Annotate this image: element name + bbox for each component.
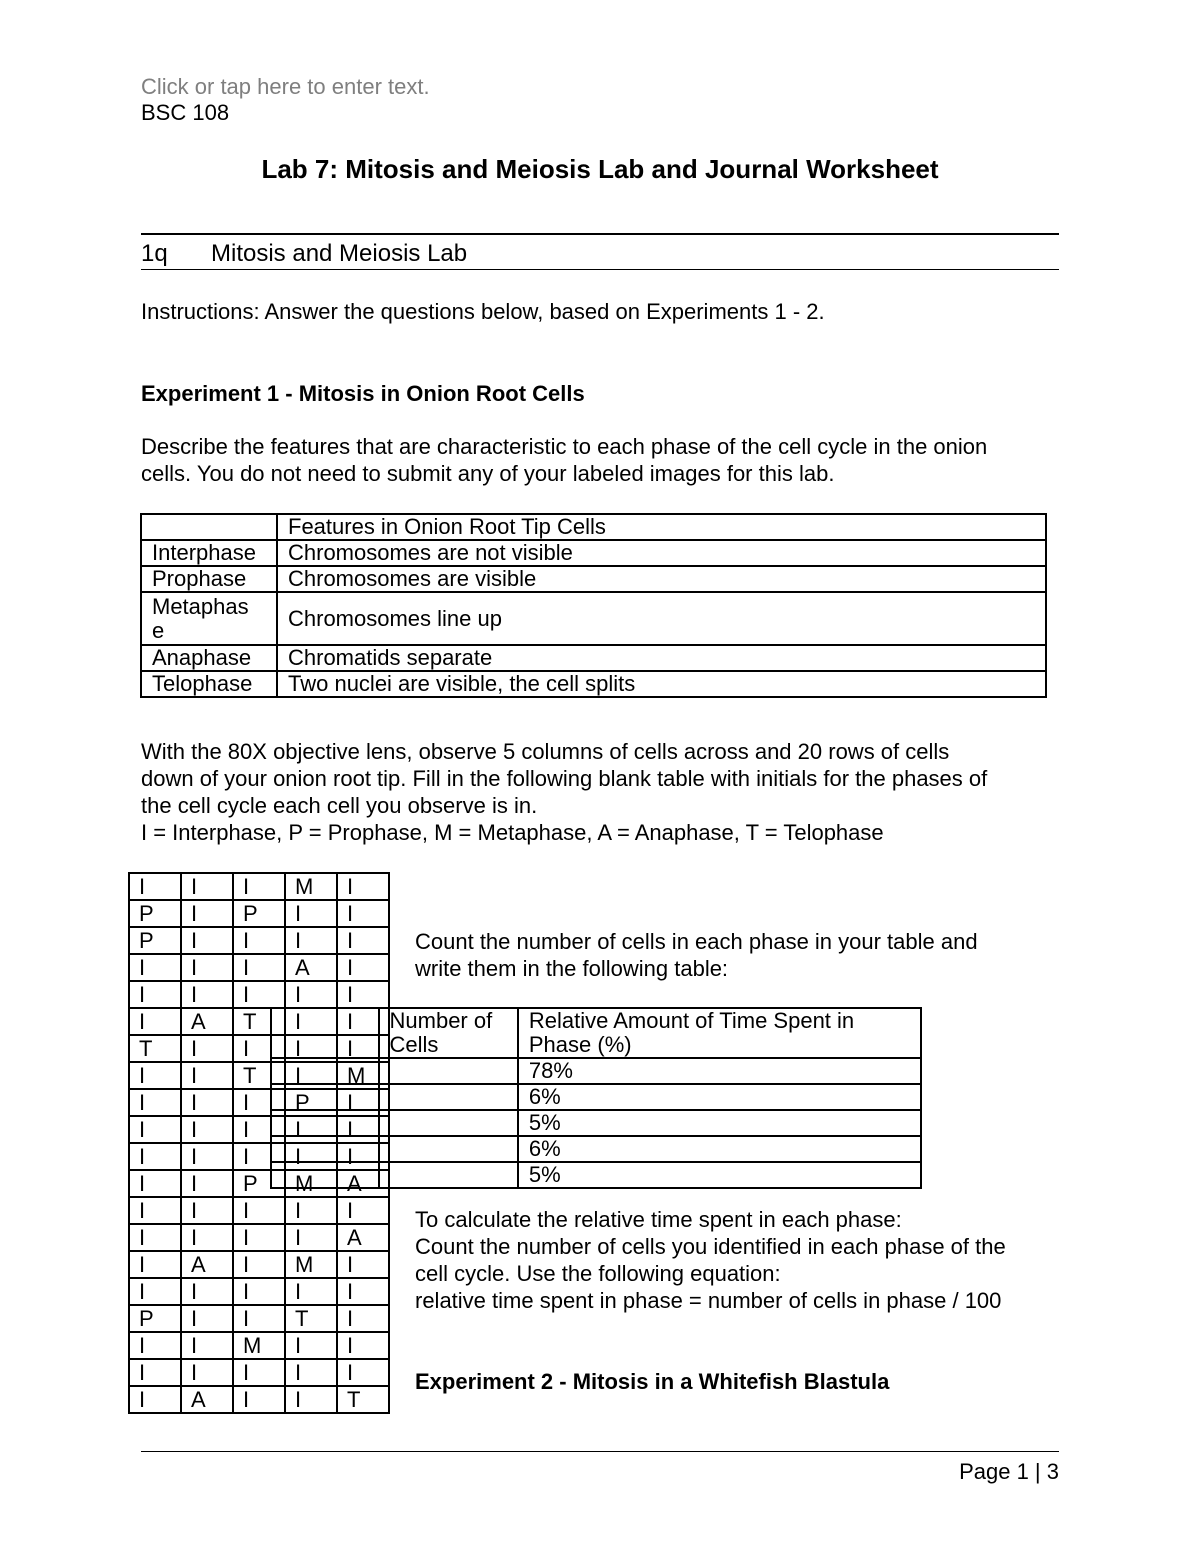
grid-cell[interactable]: M bbox=[285, 873, 337, 900]
grid-cell[interactable]: I bbox=[233, 1224, 285, 1251]
grid-cell[interactable]: T bbox=[337, 1386, 389, 1413]
grid-cell[interactable]: I bbox=[233, 1089, 285, 1116]
grid-row bbox=[129, 1251, 389, 1278]
grid-cell[interactable]: I bbox=[285, 1278, 337, 1305]
grid-cell[interactable]: I bbox=[233, 1386, 285, 1413]
grid-cell[interactable]: I bbox=[337, 1008, 389, 1035]
grid-cell[interactable]: I bbox=[337, 1251, 389, 1278]
table-row bbox=[271, 1162, 921, 1188]
grid-cell[interactable]: I bbox=[337, 873, 389, 900]
phase-name-line: e bbox=[152, 617, 165, 643]
grid-cell[interactable]: I bbox=[129, 1278, 181, 1305]
grid-cell[interactable]: M bbox=[285, 1251, 337, 1278]
calc-line-3: cell cycle. Use the following equation: bbox=[415, 1261, 781, 1286]
experiment2-heading: Experiment 2 - Mitosis in a Whitefish Blastula bbox=[415, 1369, 890, 1394]
grid-cell[interactable]: I bbox=[285, 1035, 337, 1062]
grid-cell[interactable]: I bbox=[129, 981, 181, 1008]
grid-cell[interactable]: I bbox=[285, 1062, 337, 1089]
grid-cell[interactable]: I bbox=[233, 1035, 285, 1062]
grid-cell[interactable]: A bbox=[181, 1386, 233, 1413]
grid-cell[interactable]: I bbox=[285, 1008, 337, 1035]
grid-cell[interactable]: I bbox=[129, 1386, 181, 1413]
grid-cell[interactable]: I bbox=[337, 1143, 389, 1170]
count-instruction-line-1: Count the number of cells in each phase in your table and bbox=[415, 929, 978, 954]
grid-cell[interactable]: I bbox=[181, 1332, 233, 1359]
grid-cell[interactable]: A bbox=[285, 954, 337, 981]
section-top-rule bbox=[141, 233, 1059, 235]
grid-cell[interactable]: I bbox=[337, 1089, 389, 1116]
grid-cell[interactable]: I bbox=[129, 1359, 181, 1386]
grid-cell[interactable]: I bbox=[285, 1197, 337, 1224]
grid-cell[interactable]: I bbox=[285, 900, 337, 927]
calc-line-2: Count the number of cells you identified in each phase of the bbox=[415, 1234, 1006, 1259]
grid-cell[interactable]: I bbox=[337, 1359, 389, 1386]
grid-cell[interactable]: T bbox=[129, 1035, 181, 1062]
content-control-placeholder[interactable]: Click or tap here to enter text. bbox=[141, 74, 430, 99]
grid-cell[interactable]: I bbox=[337, 954, 389, 981]
grid-cell[interactable]: I bbox=[337, 927, 389, 954]
phase-cell[interactable] bbox=[271, 1058, 379, 1084]
grid-cell[interactable]: I bbox=[129, 873, 181, 900]
table-row bbox=[271, 1084, 921, 1110]
grid-cell[interactable]: I bbox=[181, 954, 233, 981]
grid-cell[interactable]: I bbox=[181, 927, 233, 954]
grid-cell[interactable]: I bbox=[285, 1224, 337, 1251]
grid-row bbox=[129, 927, 389, 954]
phase-name-cell[interactable] bbox=[141, 592, 277, 645]
grid-cell[interactable]: I bbox=[337, 1197, 389, 1224]
grid-cell[interactable]: I bbox=[129, 1008, 181, 1035]
table-row bbox=[141, 592, 1046, 645]
course-code: BSC 108 bbox=[141, 100, 230, 125]
cell-count-cell[interactable] bbox=[379, 1110, 518, 1136]
grid-cell[interactable]: P bbox=[233, 900, 285, 927]
grid-cell[interactable]: I bbox=[285, 927, 337, 954]
grid-row bbox=[129, 1386, 389, 1413]
footer-rule bbox=[141, 1451, 1059, 1452]
calc-line-1: To calculate the relative time spent in each phase: bbox=[415, 1207, 902, 1232]
grid-cell[interactable]: I bbox=[181, 1197, 233, 1224]
grid-cell[interactable]: I bbox=[181, 1089, 233, 1116]
count-table-container bbox=[389, 1007, 1050, 1187]
grid-cell[interactable]: I bbox=[285, 1359, 337, 1386]
grid-cell[interactable]: P bbox=[233, 1170, 285, 1197]
grid-cell[interactable]: I bbox=[233, 1278, 285, 1305]
grid-cell[interactable]: I bbox=[285, 1143, 337, 1170]
grid-row bbox=[129, 954, 389, 981]
grid-cell[interactable]: I bbox=[285, 981, 337, 1008]
grid-cell[interactable]: I bbox=[129, 1197, 181, 1224]
grid-cell[interactable]: I bbox=[233, 1251, 285, 1278]
grid-cell[interactable]: I bbox=[337, 1278, 389, 1305]
phase-cell[interactable] bbox=[271, 1084, 379, 1110]
phase-name-cell[interactable]: Telophase bbox=[141, 671, 277, 697]
grid-cell[interactable]: I bbox=[181, 1305, 233, 1332]
grid-cell[interactable]: I bbox=[129, 1170, 181, 1197]
percent-cell[interactable]: 6% bbox=[518, 1084, 921, 1110]
phase-count-table bbox=[270, 1007, 922, 1189]
grid-cell[interactable]: I bbox=[129, 1332, 181, 1359]
grid-row bbox=[129, 981, 389, 1008]
grid-cell[interactable]: I bbox=[337, 900, 389, 927]
grid-cell[interactable]: P bbox=[285, 1089, 337, 1116]
grid-row bbox=[129, 900, 389, 927]
grid-cell[interactable]: I bbox=[337, 1332, 389, 1359]
grid-cell[interactable]: I bbox=[181, 900, 233, 927]
table-header-cell[interactable]: Features in Onion Root Tip Cells bbox=[277, 514, 1046, 540]
grid-cell[interactable]: I bbox=[181, 1035, 233, 1062]
feature-cell[interactable]: Chromosomes are not visible bbox=[277, 540, 1046, 566]
section-bottom-rule bbox=[141, 269, 1059, 270]
phase-name-cell[interactable]: Interphase bbox=[141, 540, 277, 566]
phase-name-cell[interactable]: Prophase bbox=[141, 566, 277, 592]
phase-key-line: I = Interphase, P = Prophase, M = Metaphase, A = Anaphase, T = Telophase bbox=[141, 820, 884, 845]
describe-line-2: cells. You do not need to submit any of your labeled images for this lab. bbox=[141, 461, 835, 486]
phase-name-line: Metaphas bbox=[152, 593, 249, 619]
table-row bbox=[141, 566, 1046, 592]
grid-cell[interactable]: M bbox=[285, 1170, 337, 1197]
count-instruction-line-2: write them in the following table: bbox=[415, 956, 729, 981]
percent-cell[interactable]: 5% bbox=[518, 1110, 921, 1136]
grid-cell[interactable]: I bbox=[233, 1143, 285, 1170]
grid-cell[interactable]: I bbox=[337, 1305, 389, 1332]
grid-cell[interactable]: I bbox=[233, 981, 285, 1008]
grid-cell[interactable]: I bbox=[181, 1170, 233, 1197]
grid-cell[interactable]: M bbox=[233, 1332, 285, 1359]
phase-cell[interactable] bbox=[271, 1136, 379, 1162]
cell-count-cell[interactable] bbox=[379, 1058, 518, 1084]
grid-cell[interactable]: I bbox=[337, 1035, 389, 1062]
calc-equation: relative time spent in phase = number of cells in phase / 100 bbox=[415, 1288, 1002, 1313]
grid-cell[interactable]: I bbox=[233, 1116, 285, 1143]
table-row bbox=[141, 645, 1046, 671]
grid-cell[interactable]: I bbox=[181, 1224, 233, 1251]
cell-count-cell[interactable] bbox=[379, 1162, 518, 1188]
grid-cell[interactable]: I bbox=[181, 1278, 233, 1305]
observe-line-3: the cell cycle each cell you observe is in. bbox=[141, 793, 538, 818]
grid-cell[interactable]: I bbox=[285, 1116, 337, 1143]
page-number: Page 1 | 3 bbox=[959, 1459, 1059, 1484]
grid-cell[interactable]: A bbox=[337, 1170, 389, 1197]
grid-row bbox=[129, 1278, 389, 1305]
page-title: Lab 7: Mitosis and Meiosis Lab and Journal Worksheet bbox=[261, 154, 939, 184]
feature-cell[interactable]: Chromosomes line up bbox=[277, 592, 1046, 645]
grid-cell[interactable]: T bbox=[285, 1305, 337, 1332]
feature-cell[interactable]: Chromatids separate bbox=[277, 645, 1046, 671]
phase-name-cell[interactable]: Anaphase bbox=[141, 645, 277, 671]
grid-cell[interactable]: I bbox=[129, 1143, 181, 1170]
grid-cell[interactable]: I bbox=[181, 1359, 233, 1386]
grid-cell[interactable]: I bbox=[129, 1116, 181, 1143]
grid-cell[interactable]: I bbox=[337, 981, 389, 1008]
grid-cell[interactable]: I bbox=[129, 954, 181, 981]
grid-cell[interactable]: I bbox=[233, 1305, 285, 1332]
grid-cell[interactable]: P bbox=[129, 1305, 181, 1332]
table-row bbox=[141, 671, 1046, 697]
table-row bbox=[271, 1110, 921, 1136]
grid-cell[interactable]: I bbox=[233, 1359, 285, 1386]
table-header-cell[interactable]: Number of Cells bbox=[379, 1008, 518, 1058]
grid-cell[interactable]: A bbox=[181, 1251, 233, 1278]
grid-cell[interactable]: T bbox=[233, 1062, 285, 1089]
section-number: 1q bbox=[141, 240, 168, 267]
grid-row bbox=[129, 873, 389, 900]
table-cell[interactable] bbox=[141, 514, 277, 540]
grid-cell[interactable]: I bbox=[233, 927, 285, 954]
feature-cell[interactable]: Chromosomes are visible bbox=[277, 566, 1046, 592]
grid-row bbox=[129, 1197, 389, 1224]
grid-cell[interactable]: I bbox=[233, 1197, 285, 1224]
phase-cell[interactable] bbox=[271, 1110, 379, 1136]
grid-cell[interactable]: I bbox=[233, 954, 285, 981]
grid-cell[interactable]: M bbox=[337, 1062, 389, 1089]
grid-cell[interactable]: I bbox=[181, 1116, 233, 1143]
observe-line-1: With the 80X objective lens, observe 5 columns of cells across and 20 rows of cells bbox=[141, 739, 950, 764]
percent-cell[interactable]: 78% bbox=[518, 1058, 921, 1084]
cell-count-cell[interactable] bbox=[379, 1084, 518, 1110]
grid-cell[interactable]: I bbox=[129, 1224, 181, 1251]
table-row bbox=[271, 1008, 921, 1058]
phase-cell[interactable] bbox=[271, 1162, 379, 1188]
observe-line-2: down of your onion root tip. Fill in the following blank table with initials for the phases of bbox=[141, 766, 988, 791]
grid-cell[interactable]: I bbox=[337, 1116, 389, 1143]
cell-count-cell[interactable] bbox=[379, 1136, 518, 1162]
experiment1-heading: Experiment 1 - Mitosis in Onion Root Cells bbox=[141, 381, 585, 406]
grid-cell[interactable]: I bbox=[129, 1062, 181, 1089]
grid-cell[interactable]: I bbox=[233, 873, 285, 900]
percent-cell[interactable]: 6% bbox=[518, 1136, 921, 1162]
grid-cell[interactable]: I bbox=[285, 1332, 337, 1359]
table-row bbox=[271, 1058, 921, 1084]
table-cell[interactable] bbox=[271, 1008, 379, 1058]
grid-cell[interactable]: T bbox=[233, 1008, 285, 1035]
percent-cell[interactable]: 5% bbox=[518, 1162, 921, 1188]
table-row bbox=[271, 1136, 921, 1162]
grid-cell[interactable]: I bbox=[129, 1251, 181, 1278]
table-header-cell[interactable]: Relative Amount of Time Spent in Phase (%) bbox=[518, 1008, 921, 1058]
grid-row bbox=[129, 1359, 389, 1386]
grid-cell[interactable]: I bbox=[181, 981, 233, 1008]
grid-cell[interactable]: P bbox=[129, 927, 181, 954]
grid-row bbox=[129, 1305, 389, 1332]
grid-cell[interactable]: A bbox=[181, 1008, 233, 1035]
grid-cell[interactable]: I bbox=[181, 873, 233, 900]
feature-cell[interactable]: Two nuclei are visible, the cell splits bbox=[277, 671, 1046, 697]
describe-line-1: Describe the features that are characteristic to each phase of the cell cycle in the onion bbox=[141, 434, 988, 459]
grid-cell[interactable]: I bbox=[285, 1386, 337, 1413]
instructions: Instructions: Answer the questions below, based on Experiments 1 - 2. bbox=[141, 299, 825, 324]
grid-cell[interactable]: A bbox=[337, 1224, 389, 1251]
grid-cell[interactable]: I bbox=[181, 1062, 233, 1089]
grid-row bbox=[129, 1224, 389, 1251]
table-row bbox=[141, 514, 1046, 540]
grid-cell[interactable]: P bbox=[129, 900, 181, 927]
grid-row bbox=[129, 1332, 389, 1359]
section-title: Mitosis and Meiosis Lab bbox=[211, 240, 468, 267]
phase-features-table bbox=[140, 513, 1047, 698]
grid-cell[interactable]: I bbox=[181, 1143, 233, 1170]
table-row bbox=[141, 540, 1046, 566]
grid-cell[interactable]: I bbox=[129, 1089, 181, 1116]
